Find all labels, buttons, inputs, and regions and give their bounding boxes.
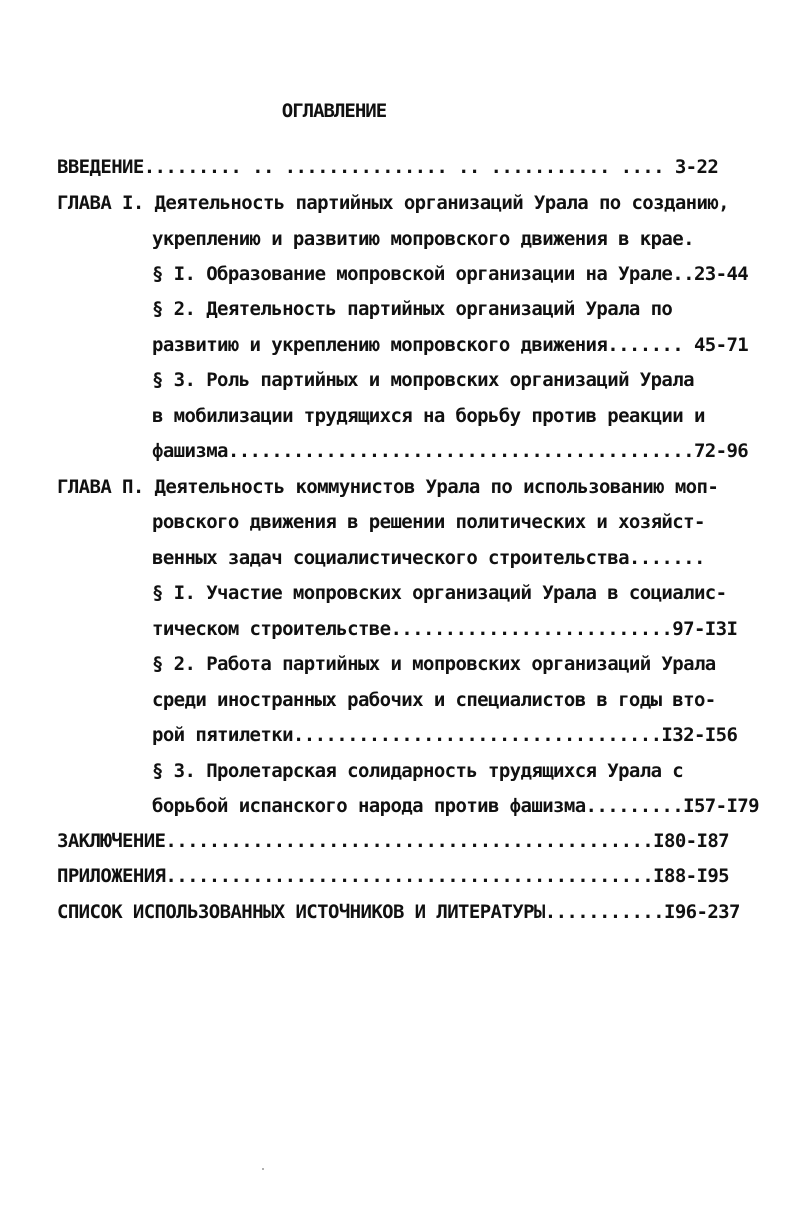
toc-section-2-2-cont: среди иностранных рабочих и специалистов в годы вто- <box>152 689 716 711</box>
toc-section-1-1: § I. Образование мопровской организации на Урале..23-44 <box>152 263 749 285</box>
toc-entry-bibliography: СПИСОК ИСПОЛЬЗОВАННЫХ ИСТОЧНИКОВ И ЛИТЕРАТУРЫ...........I96-237 <box>57 901 740 923</box>
toc-section-1-3-cont: в мобилизации трудящихся на борьбу против реакции и <box>152 405 705 427</box>
toc-section-2-3: § 3. Пролетарская солидарность трудящихся Урала с <box>152 760 684 782</box>
toc-section-1-2-cont: развитию и укреплению мопровского движения....... 45-71 <box>152 334 749 356</box>
toc-section-2-2-cont2: рой пятилетки..................................I32-I56 <box>152 724 738 746</box>
toc-section-1-2: § 2. Деятельность партийных организаций Урала по <box>152 298 673 320</box>
toc-section-2-2: § 2. Работа партийных и мопровских организаций Урала <box>152 653 716 675</box>
toc-chapter-2-heading-cont: ровского движения в решении политических и хозяйст- <box>152 511 705 533</box>
page-title: ОГЛАВЛЕНИЕ <box>281 100 387 122</box>
toc-section-1-3: § 3. Роль партийных и мопровских организаций Урала <box>152 369 694 391</box>
toc-chapter-1-heading: ГЛАВА I. Деятельность партийных организаций Урала по созданию, <box>57 192 730 214</box>
toc-chapter-2-heading: ГЛАВА П. Деятельность коммунистов Урала по использованию моп- <box>57 476 719 498</box>
toc-section-2-1-cont: тическом строительстве..........................97-I3I <box>152 618 738 640</box>
toc-section-2-3-cont: борьбой испанского народа против фашизма.........I57-I79 <box>152 795 759 817</box>
paper-speck <box>262 1168 264 1170</box>
toc-section-1-3-cont2: фашизма...........................................72-96 <box>152 440 749 462</box>
toc-entry-conclusion: ЗАКЛЮЧЕНИЕ.............................................I80-I87 <box>57 830 730 852</box>
toc-chapter-2-heading-cont2: венных задач социалистического строительства....... <box>152 547 705 569</box>
toc-entry-introduction: ВВЕДЕНИЕ......... .. ............... .. ........... .... 3-22 <box>57 156 719 178</box>
toc-entry-appendices: ПРИЛОЖЕНИЯ.............................................I88-I95 <box>57 865 730 887</box>
toc-section-2-1: § I. Участие мопровских организаций Урала в социалис- <box>152 582 727 604</box>
toc-chapter-1-heading-cont: укреплению и развитию мопровского движения в крае. <box>152 228 694 250</box>
